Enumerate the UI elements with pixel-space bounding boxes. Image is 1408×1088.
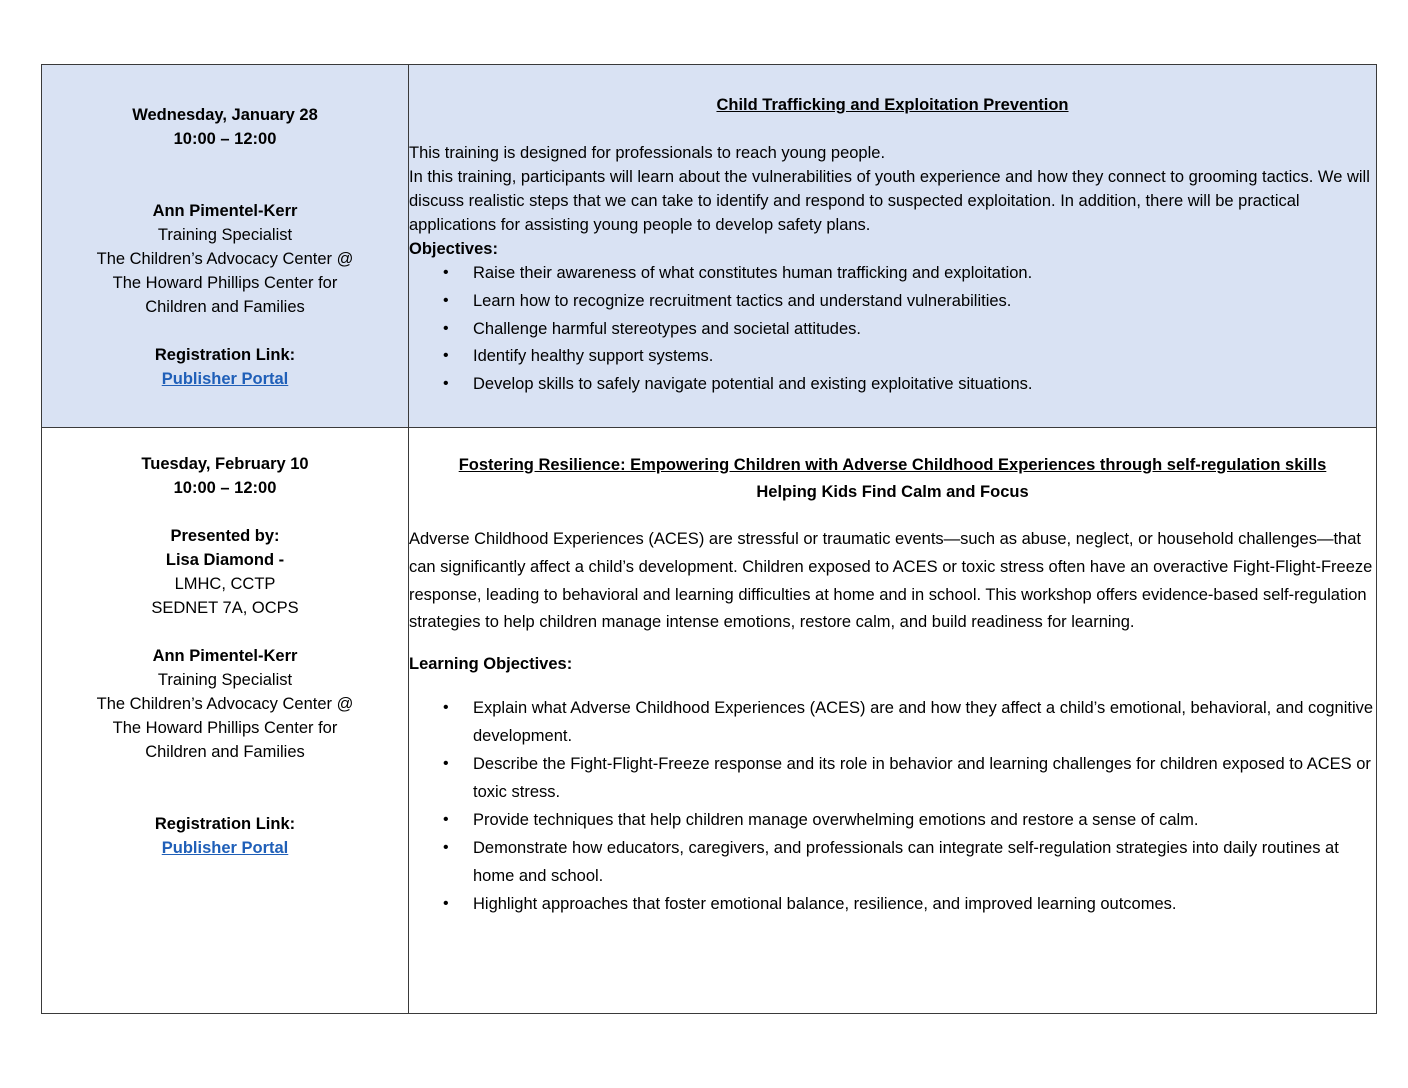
session-time: 10:00 – 12:00 bbox=[173, 479, 277, 497]
bullet-icon: • bbox=[443, 291, 449, 309]
publisher-portal-link[interactable]: Publisher Portal bbox=[161, 370, 289, 388]
registration-label: Registration Link: bbox=[154, 346, 296, 364]
objectives-heading: Learning Objectives: bbox=[409, 655, 573, 674]
bullet-icon: • bbox=[443, 375, 449, 393]
co-presenter-name: Lisa Diamond - bbox=[165, 551, 285, 569]
course-title: Fostering Resilience: Empowering Children with Adverse Childhood Experiences through self-regulation skills bbox=[458, 456, 1327, 474]
objective-item: • Provide techniques that help children manage overwhelming emotions and restore a sense of calm. bbox=[473, 806, 1376, 834]
course-subtitle: Helping Kids Find Calm and Focus bbox=[756, 483, 1029, 501]
bullet-icon: • bbox=[443, 895, 449, 913]
presenter-org-line: The Children’s Advocacy Center @ bbox=[96, 250, 354, 268]
course-description: In this training, participants will learn about the vulnerabilities of youth experience and how they connect to grooming tactics. We will discuss realistic steps that we can take to identify and respond to suspected exploitation. In addition, there will be practical applications for assisting young people to develop safety plans. bbox=[409, 168, 1370, 234]
bullet-icon: • bbox=[443, 347, 449, 365]
bullet-icon: • bbox=[443, 755, 449, 773]
co-presenter-credentials: LMHC, CCTP bbox=[174, 575, 276, 593]
objective-item: • Learn how to recognize recruitment tactics and understand vulnerabilities. bbox=[473, 289, 1376, 313]
session-details-cell bbox=[409, 65, 1377, 428]
session-info-cell bbox=[42, 65, 409, 428]
objective-item: • Identify healthy support systems. bbox=[473, 344, 1376, 368]
objective-item: • Highlight approaches that foster emotional balance, resilience, and improved learning outcomes. bbox=[473, 890, 1376, 918]
presenter-org-line: The Howard Phillips Center for bbox=[112, 719, 338, 737]
session-date: Tuesday, February 10 bbox=[141, 455, 309, 473]
course-description: Adverse Childhood Experiences (ACES) are stressful or traumatic events—such as abuse, neglect, or household challenges—that can significantly affect a child’s development. Children exposed to ACES or toxic stress often have an overactive Fight-Flight-Freeze response, leading to behavioral and learning difficulties at home and in school. This workshop offers evidence-based self-regulation strategies to help children manage intense emotions, restore calm, and build readiness for learning. bbox=[409, 530, 1373, 632]
presenter-org-line: Children and Families bbox=[145, 743, 305, 761]
objectives-list bbox=[409, 694, 1376, 918]
objective-item: • Explain what Adverse Childhood Experiences (ACES) are and how they affect a child’s emotional, behavioral, and cognitive development. bbox=[473, 694, 1376, 750]
registration-label: Registration Link: bbox=[154, 815, 296, 833]
co-presenter-org: SEDNET 7A, OCPS bbox=[151, 599, 299, 617]
session-row bbox=[42, 65, 1377, 428]
objectives-heading: Objectives: bbox=[409, 240, 498, 258]
objectives-list bbox=[409, 261, 1376, 396]
session-time: 10:00 – 12:00 bbox=[173, 130, 277, 148]
bullet-icon: • bbox=[443, 319, 449, 337]
objective-item: • Describe the Fight-Flight-Freeze response and its role in behavior and learning challenges for children exposed to ACES or toxic stress. bbox=[473, 750, 1376, 806]
objective-item: • Raise their awareness of what constitutes human trafficking and exploitation. bbox=[473, 261, 1376, 285]
training-schedule-table bbox=[41, 64, 1377, 1014]
course-title: Child Trafficking and Exploitation Prevention bbox=[716, 96, 1069, 114]
session-details-cell bbox=[409, 428, 1377, 1014]
bullet-icon: • bbox=[443, 811, 449, 829]
presenter-org-line: Children and Families bbox=[145, 298, 305, 316]
objective-item: • Challenge harmful stereotypes and societal attitudes. bbox=[473, 317, 1376, 341]
session-row bbox=[42, 428, 1377, 1014]
presenter-org-line: The Howard Phillips Center for bbox=[112, 274, 338, 292]
bullet-icon: • bbox=[443, 264, 449, 281]
presenter-role: Training Specialist bbox=[157, 226, 293, 244]
presenter-role: Training Specialist bbox=[157, 671, 293, 689]
bullet-icon: • bbox=[443, 699, 449, 717]
course-intro: This training is designed for professionals to reach young people. bbox=[409, 144, 886, 162]
publisher-portal-link[interactable]: Publisher Portal bbox=[161, 839, 289, 857]
objective-item: • Demonstrate how educators, caregivers, and professionals can integrate self-regulation strategies into daily routines at home and school. bbox=[473, 834, 1376, 890]
presenter-name: Ann Pimentel-Kerr bbox=[152, 202, 298, 220]
objective-item: • Develop skills to safely navigate potential and existing exploitative situations. bbox=[473, 372, 1376, 396]
presenter-org-line: The Children’s Advocacy Center @ bbox=[96, 695, 354, 713]
bullet-icon: • bbox=[443, 839, 449, 857]
session-date: Wednesday, January 28 bbox=[132, 106, 318, 124]
session-info-cell bbox=[42, 428, 409, 1014]
presenter-name: Ann Pimentel-Kerr bbox=[152, 647, 298, 665]
presented-by-label: Presented by: bbox=[170, 527, 280, 545]
